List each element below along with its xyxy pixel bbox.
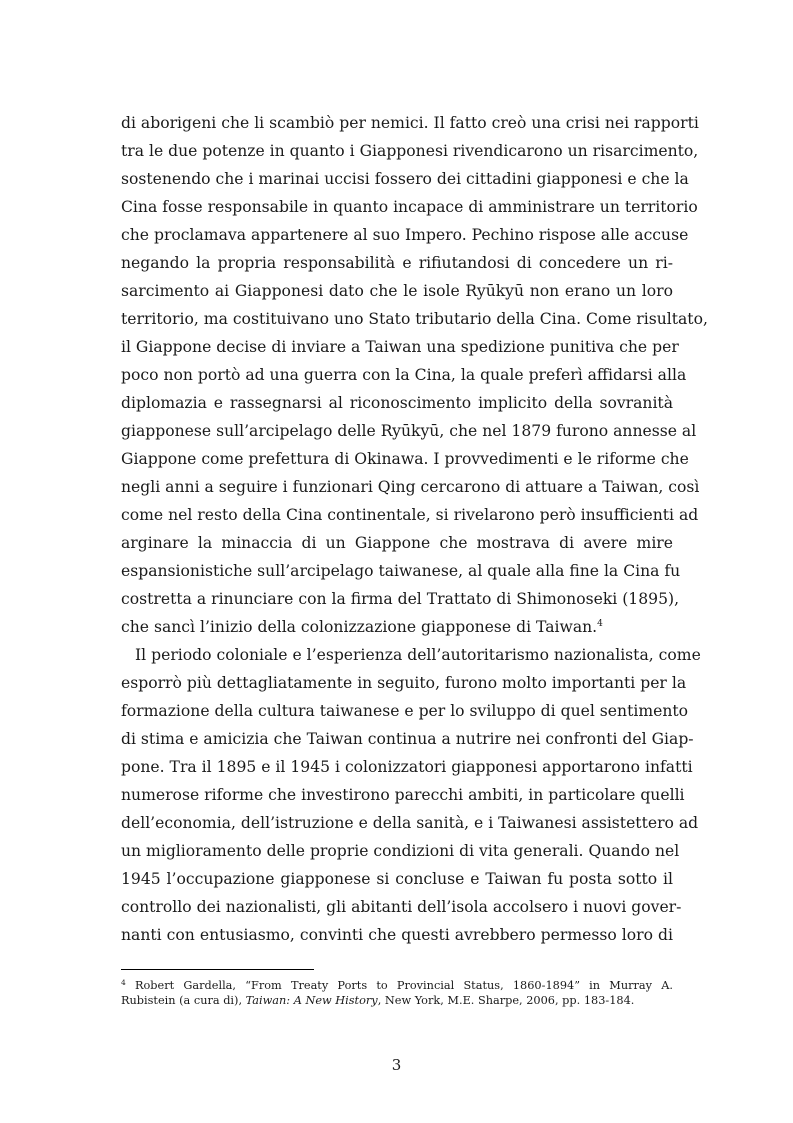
body-line: arginare la minaccia di un Giappone che mostrava di avere mire [121, 534, 673, 552]
body-line: Il periodo coloniale e l’esperienza dell’autoritarismo nazionalista, come [135, 646, 701, 664]
body-line: controllo dei nazionalisti, gli abitanti dell’isola accolsero i nuovi gover- [121, 898, 682, 916]
body-line: di stima e amicizia che Taiwan continua a nutrire nei confronti del Giap- [121, 730, 694, 748]
body-line: 1945 l’occupazione giapponese si concluse e Taiwan fu posta sotto il [121, 870, 673, 888]
body-line: negando la propria responsabilità e rifiutandosi di concedere un ri- [121, 254, 673, 272]
body-line: nanti con entusiasmo, convinti che questi avrebbero permesso loro di [121, 926, 673, 944]
body-line: costretta a rinunciare con la firma del Trattato di Shimonoseki (1895), [121, 590, 680, 608]
body-line: dell’economia, dell’istruzione e della sanità, e i Taiwanesi assistettero ad [121, 814, 699, 832]
footnote-line [121, 994, 673, 1010]
body-line: di aborigeni che li scambiò per nemici. Il fatto creò una crisi nei rapporti [121, 114, 699, 132]
body-line: Giappone come prefettura di Okinawa. I provvedimenti e le riforme che [121, 450, 689, 468]
footnote-line1: Robert Gardella, “From Treaty Ports to Provincial Status, 1860-1894” in Murray A. [135, 979, 673, 992]
footnote-number: 4 [121, 978, 126, 987]
footnote [121, 978, 673, 1014]
footnote-book-title: Taiwan: A New History [245, 994, 378, 1007]
body-line: il Giappone decise di inviare a Taiwan una spedizione punitiva che per [121, 338, 679, 356]
body-line: un miglioramento delle proprie condizioni di vita generali. Quando nel [121, 842, 680, 860]
body-line: come nel resto della Cina continentale, si rivelarono però insufficienti ad [121, 506, 699, 524]
body-line: sostenendo che i marinai uccisi fossero dei cittadini giapponesi e che la [121, 170, 689, 188]
body-line: esporrò più dettagliatamente in seguito, furono molto importanti per la [121, 674, 687, 692]
body-line: territorio, ma costituivano uno Stato tributario della Cina. Come risultato, [121, 310, 708, 328]
body-line: negli anni a seguire i funzionari Qing cercarono di attuare a Taiwan, così [121, 478, 700, 496]
page-number: 3 [391, 1056, 402, 1074]
body-line: diplomazia e rassegnarsi al riconoscimento implicito della sovranità [121, 394, 673, 412]
body-line: formazione della cultura taiwanese e per lo sviluppo di quel sentimento [121, 702, 689, 720]
body-line: numerose riforme che investirono parecchi ambiti, in particolare quelli [121, 786, 685, 804]
footnote-separator [121, 969, 314, 970]
body-line: espansionistiche sull’arcipelago taiwanese, al quale alla fine la Cina fu [121, 562, 681, 580]
footnote-line [121, 978, 673, 994]
body-line: giapponese sull’arcipelago delle Ryūkyū, che nel 1879 furono annesse al [121, 422, 697, 440]
footnote-line2-end: , New York, M.E. Sharpe, 2006, pp. 183-184. [377, 994, 635, 1007]
body-line: Cina fosse responsabile in quanto incapace di amministrare un territorio [121, 198, 698, 216]
body-line: sarcimento ai Giapponesi dato che le isole Ryūkyū non erano un loro [121, 282, 673, 300]
footnote-reference: 4 [597, 619, 603, 629]
body-line [121, 618, 673, 638]
body-line: che proclamava appartenere al suo Impero. Pechino rispose alle accuse [121, 226, 689, 244]
body-line: pone. Tra il 1895 e il 1945 i colonizzatori giapponesi apportarono infatti [121, 758, 693, 776]
body-line: poco non portò ad una guerra con la Cina, la quale preferì affidarsi alla [121, 366, 687, 384]
body-text [121, 114, 708, 954]
body-line-text: che sancì l’inizio della colonizzazione giapponese di Taiwan. [121, 618, 598, 636]
footnote-line2-start: Rubistein (a cura di), [121, 994, 246, 1007]
body-line: tra le due potenze in quanto i Giapponesi rivendicarono un risarcimento, [121, 142, 699, 160]
